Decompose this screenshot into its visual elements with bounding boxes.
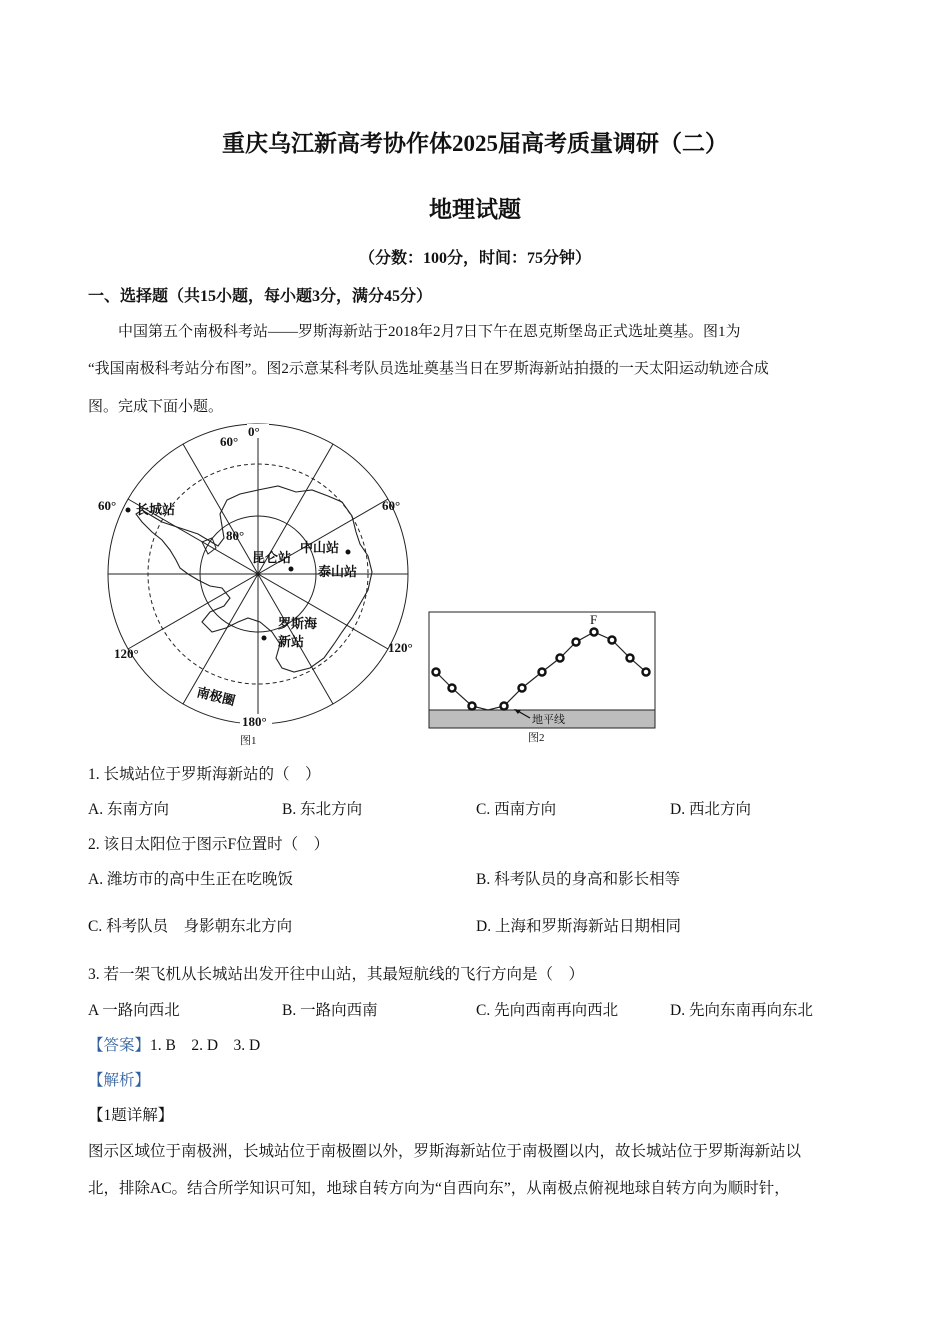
- question-1-option-d: D. 西北方向: [670, 801, 751, 818]
- lon-label-60-top-left: 60°: [220, 434, 239, 449]
- question-1-stem: 1. 长城站位于罗斯海新站的（ ）: [88, 766, 321, 783]
- question-2-option-c: C. 科考队员 身影朝东北方向: [88, 918, 293, 935]
- station-label-taishan: 泰山站: [318, 564, 358, 579]
- question-1-option-b: B. 东北方向: [282, 801, 363, 818]
- figure1-antarctic-map: [90, 422, 430, 752]
- antarctic-circle-label: 南极圈: [195, 684, 237, 709]
- question-2-option-d: D. 上海和罗斯海新站日期相同: [476, 918, 681, 935]
- question-3-option-d: D. 先向东南再向东北: [670, 1002, 813, 1019]
- horizon-label: 地平线: [532, 714, 565, 726]
- lon-label-0: 0°: [248, 424, 260, 439]
- lon-label-120-left: 120°: [114, 646, 139, 661]
- analysis-line-1: 图示区域位于南极洲，长城站位于南极圈以外，罗斯海新站位于南极圈以内，故长城站位于罗斯海新站以: [88, 1143, 802, 1160]
- answer-row: [88, 1033, 260, 1055]
- sun-point-f-label: F: [590, 612, 598, 627]
- analysis-detail-label: 【1题详解】: [88, 1107, 174, 1124]
- lon-label-60-right: 60°: [382, 498, 401, 513]
- question-2-option-b: B. 科考队员的身高和影长相等: [476, 871, 681, 888]
- question-2-stem: 2. 该日太阳位于图示F位置时（ ）: [88, 836, 330, 853]
- intro-line-2: “我国南极科考站分布图”。图2示意某科考队员选址奠基当日在罗斯海新站拍摄的一天太阳运动轨迹合成: [88, 361, 769, 377]
- document-title: 重庆乌江新高考协作体2025届高考质量调研（二）: [222, 131, 728, 156]
- lat-label-80: 80°: [226, 528, 245, 543]
- question-2-option-a: A. 潍坊市的高中生正在吃晚饭: [88, 871, 293, 888]
- question-1-option-c: C. 西南方向: [476, 801, 557, 818]
- analysis-line-2: 北，排除AC。结合所学知识可知，地球自转方向为“自西向东”，从南极点俯视地球自转方向为顺时针，: [88, 1180, 790, 1197]
- subject-title: 地理试题: [429, 197, 521, 222]
- lon-label-180: 180°: [242, 714, 267, 729]
- station-label-ross-1: 罗斯海: [278, 616, 318, 631]
- analysis-label: 【解析】: [88, 1072, 151, 1089]
- question-3-stem: 3. 若一架飞机从长城站出发开往中山站，其最短航线的飞行方向是（ ）: [88, 966, 585, 983]
- lon-label-60-left: 60°: [98, 498, 117, 513]
- station-label-zhongshan: 中山站: [300, 540, 340, 555]
- lon-label-120-right: 120°: [388, 640, 413, 655]
- answer-label: 【答案】: [88, 1037, 151, 1054]
- station-label-ross-2: 新站: [278, 634, 305, 649]
- question-3-option-b: B. 一路向西南: [282, 1002, 378, 1019]
- intro-line-3: 图。完成下面小题。: [88, 399, 224, 415]
- station-label-kunlun: 昆仑站: [252, 550, 292, 565]
- station-label-changcheng: 长城站: [136, 502, 176, 517]
- figure2-sun-path: [428, 610, 658, 746]
- figure2-caption: 图2: [528, 732, 545, 744]
- question-3-option-a: A 一路向西北: [88, 1002, 180, 1019]
- answer-text: 1. B 2. D 3. D: [150, 1037, 261, 1054]
- figure1-caption: 图1: [240, 735, 257, 747]
- question-1-option-a: A. 东南方向: [88, 801, 169, 818]
- intro-line-1: 中国第五个南极科考站——罗斯海新站于2018年2月7日下午在恩克斯堡岛正式选址奠基。图1为: [118, 324, 741, 340]
- section-heading: 一、选择题（共15小题，每小题3分，满分45分）: [88, 288, 433, 305]
- exam-meta: （分数：100分，时间：75分钟）: [358, 250, 591, 267]
- question-3-option-c: C. 先向西南再向西北: [476, 1002, 619, 1019]
